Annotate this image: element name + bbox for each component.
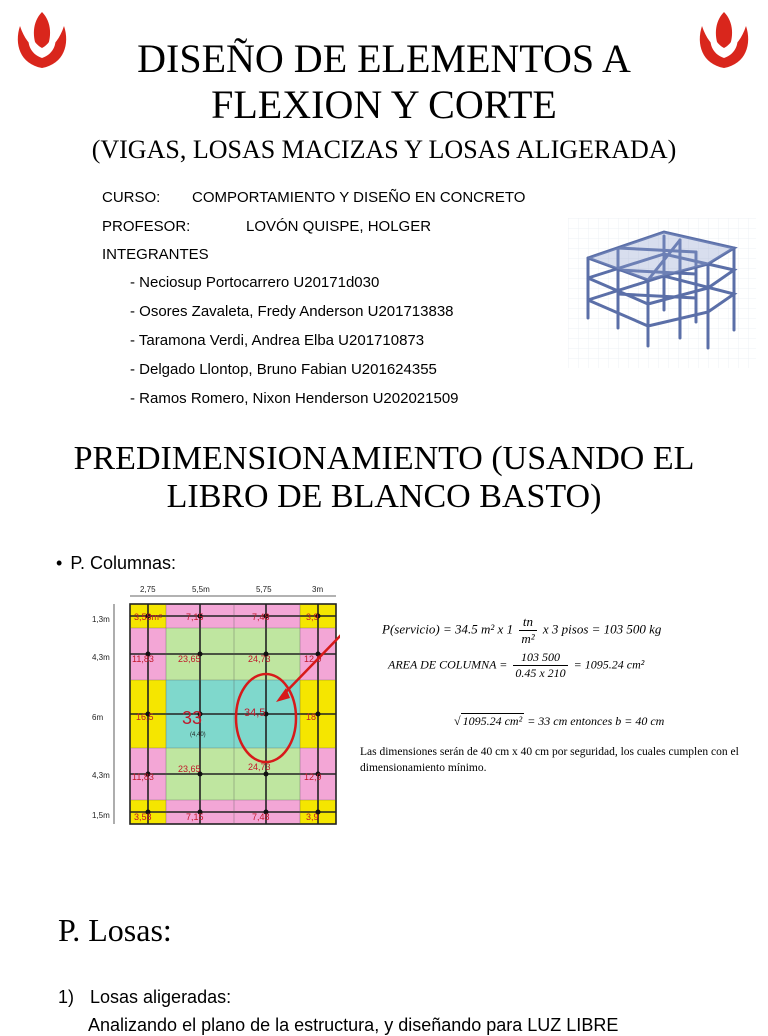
plan-cell-value: 12,9 [304,772,322,782]
formula-servicio-fraction [519,614,536,647]
plan-cell-value: 3,58m² [134,612,163,622]
list-item [58,986,231,1008]
section-title-losas: P. Losas: [58,912,172,948]
plan-left-dim: 6m [92,713,104,722]
plan-cell-value: 16,5 [136,712,154,722]
plan-cell-value: 7,15 [186,812,204,822]
list-item-number: 1) [58,987,75,1007]
plan-cell-value: 7,48 [252,612,270,622]
member-item: - Neciosup Portocarrero U20171d030 [130,274,380,291]
formula-area-left: AREA DE COLUMNA = [388,657,508,672]
fraction-denominator: 0.45 x 210 [515,666,566,680]
profesor-value: LOVÓN QUISPE, HOLGER [246,218,432,235]
plan-left-dim: 1,5m [92,811,110,820]
plan-cell-value: 3,58 [134,812,152,822]
formula-servicio [382,614,661,647]
building-structure-illustration [568,218,756,368]
plan-left-dim: 1,3m [92,615,110,624]
curso-value: COMPORTAMIENTO Y DISEÑO EN CONCRETO [192,189,526,206]
fraction-numerator: tn [519,614,536,631]
formula-area [388,650,644,681]
university-logo-left [10,8,74,74]
formula-servicio-left: P(servicio) = 34.5 m² x 1 [382,621,514,637]
profesor-label: PROFESOR: [102,218,191,235]
university-logo-right [692,8,756,74]
member-item: - Ramos Romero, Nixon Henderson U202021509 [130,390,459,407]
sqrt-radicand: 1095.24 cm² [462,714,523,728]
plan-top-dim: 3m [312,585,324,594]
member-item: - Taramona Verdi, Andrea Elba U201710873 [130,332,425,349]
plan-left-dim: 4,3m [92,771,110,780]
bullet-columnas-label: P. Columnas: [70,553,177,573]
list-item-subtext: Analizando el plano de la estructura, y diseñando para LUZ LIBRE [88,1015,619,1035]
plan-cell-value: 23,65 [178,654,201,664]
plan-cell-value: 24,73 [248,654,271,664]
document-subtitle: (VIGAS, LOSAS MACIZAS Y LOSAS ALIGERADA) [91,135,677,164]
plan-cell-value: 3,9 [306,612,319,622]
sqrt-icon: √ [454,714,461,728]
bullet-columnas [56,552,176,574]
plan-cell-value: 18 [306,712,317,722]
integrantes-label: INTEGRANTES [102,246,209,263]
plan-cell-value: 12,9 [304,654,322,664]
plan-cell-value: 33 [182,708,203,728]
formula-servicio-right: x 3 pisos = 103 500 kg [542,621,662,637]
formula-area-fraction [513,650,567,681]
plan-top-dim: 5,75 [256,585,272,594]
plan-top-dim: 5,5m [192,585,210,594]
plan-cell-value: 34,5 [244,707,266,719]
member-item: - Osores Zavaleta, Fredy Anderson U201713838 [130,303,454,320]
bullet-dot: • [56,553,63,573]
plan-cell-value: 11,83 [132,654,154,664]
plan-cell-value: 23,65 [178,764,201,774]
member-item: - Delgado Llontop, Bruno Fabian U201624355 [130,361,437,378]
formula-sqrt [454,714,664,729]
plan-center-note: (4,40) [190,732,206,738]
list-item-label: Losas aligeradas: [90,987,232,1007]
formula-note: Las dimensiones serán de 40 cm x 40 cm por seguridad, los cuales cumplen con el dimensionamiento mínimo. [360,746,739,774]
fraction-numerator: 103 500 [513,650,567,666]
document-title: DISEÑO DE ELEMENTOS A FLEXION Y CORTE [137,36,631,127]
section-title-predimensionamiento: PREDIMENSIONAMIENTO (USANDO EL LIBRO DE BLANCO BASTO) [73,440,695,515]
curso-label: CURSO: [102,189,161,206]
plan-cell-value: 7,48 [252,812,270,822]
plan-top-dim: 2,75 [140,585,156,594]
formula-sqrt-right: = 33 cm entonces b = 40 cm [527,714,665,728]
plan-cell-value: 7,15 [186,612,204,622]
formula-area-right: = 1095.24 cm² [573,657,645,672]
plan-cell-value: 11,83 [132,772,154,782]
fraction-denominator: m² [521,631,535,646]
plan-cell-value: 3,9 [306,812,319,822]
plan-left-dim: 4,3m [92,653,110,662]
column-plan-sketch [90,578,340,832]
plan-cell-value: 24,73 [248,762,271,772]
